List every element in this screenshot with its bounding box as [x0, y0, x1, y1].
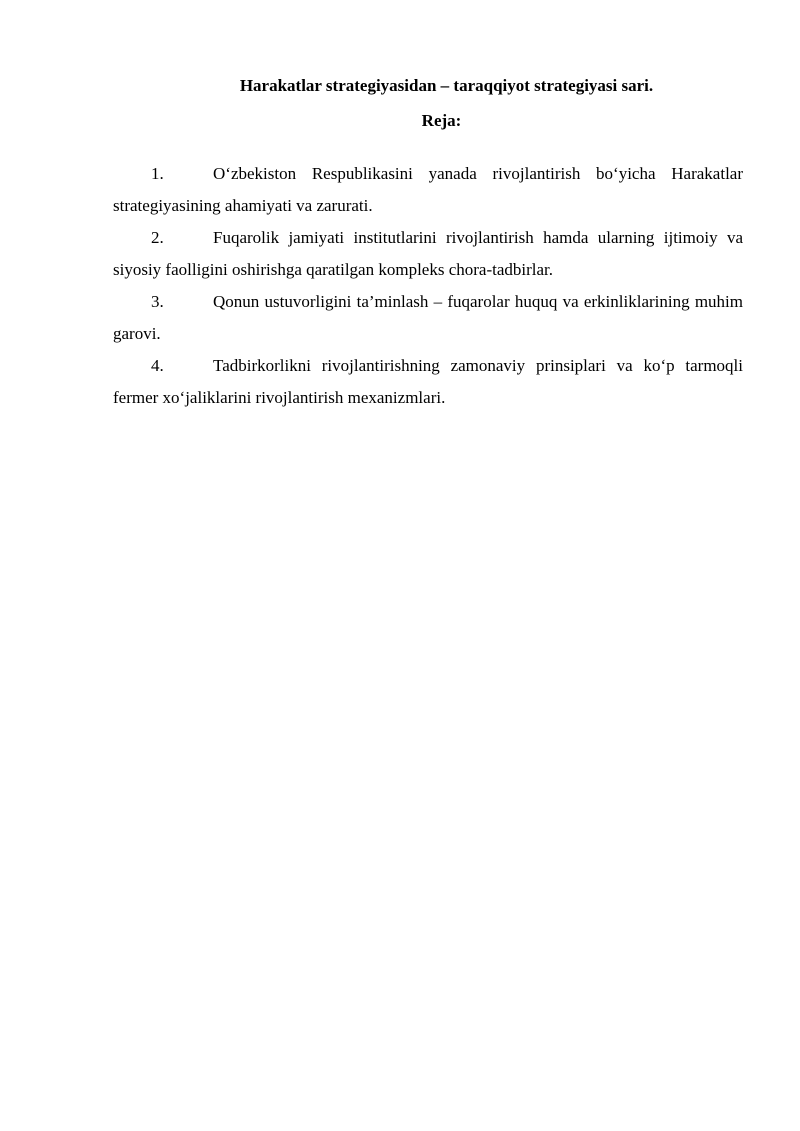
- list-item: [113, 286, 743, 350]
- list-item-text: O‘zbekiston Respublikasini yanada rivojlantirish bo‘yicha Harakatlar strategiyasining ahamiyati va zarurati.: [113, 164, 743, 215]
- list-item-text: Tadbirkorlikni rivojlantirishning zamonaviy prinsiplari va ko‘p tarmoqli fermer xo‘jaliklarini rivojlantirish mexanizmlari.: [113, 356, 743, 407]
- list-item-text: Fuqarolik jamiyati institutlarini rivojlantirish hamda ularning ijtimoiy va siyosiy faolligini oshirishga qaratilgan kompleks chora-tadbirlar.: [113, 228, 743, 279]
- list-item-number: 2.: [151, 228, 164, 247]
- list-item-number: 4.: [151, 356, 164, 375]
- list-item: [113, 350, 743, 414]
- plan-list: [113, 158, 743, 414]
- plan-heading: Reja:: [421, 111, 462, 130]
- list-item: [113, 222, 743, 286]
- list-item-number: 1.: [151, 164, 164, 183]
- list-item: [113, 158, 743, 222]
- list-item-text: Qonun ustuvorligini ta’minlash – fuqarolar huquq va erkinliklarining muhim garovi.: [113, 292, 743, 343]
- list-item-number: 3.: [151, 292, 164, 311]
- page-title: Harakatlar strategiyasidan – taraqqiyot strategiyasi sari.: [239, 76, 654, 95]
